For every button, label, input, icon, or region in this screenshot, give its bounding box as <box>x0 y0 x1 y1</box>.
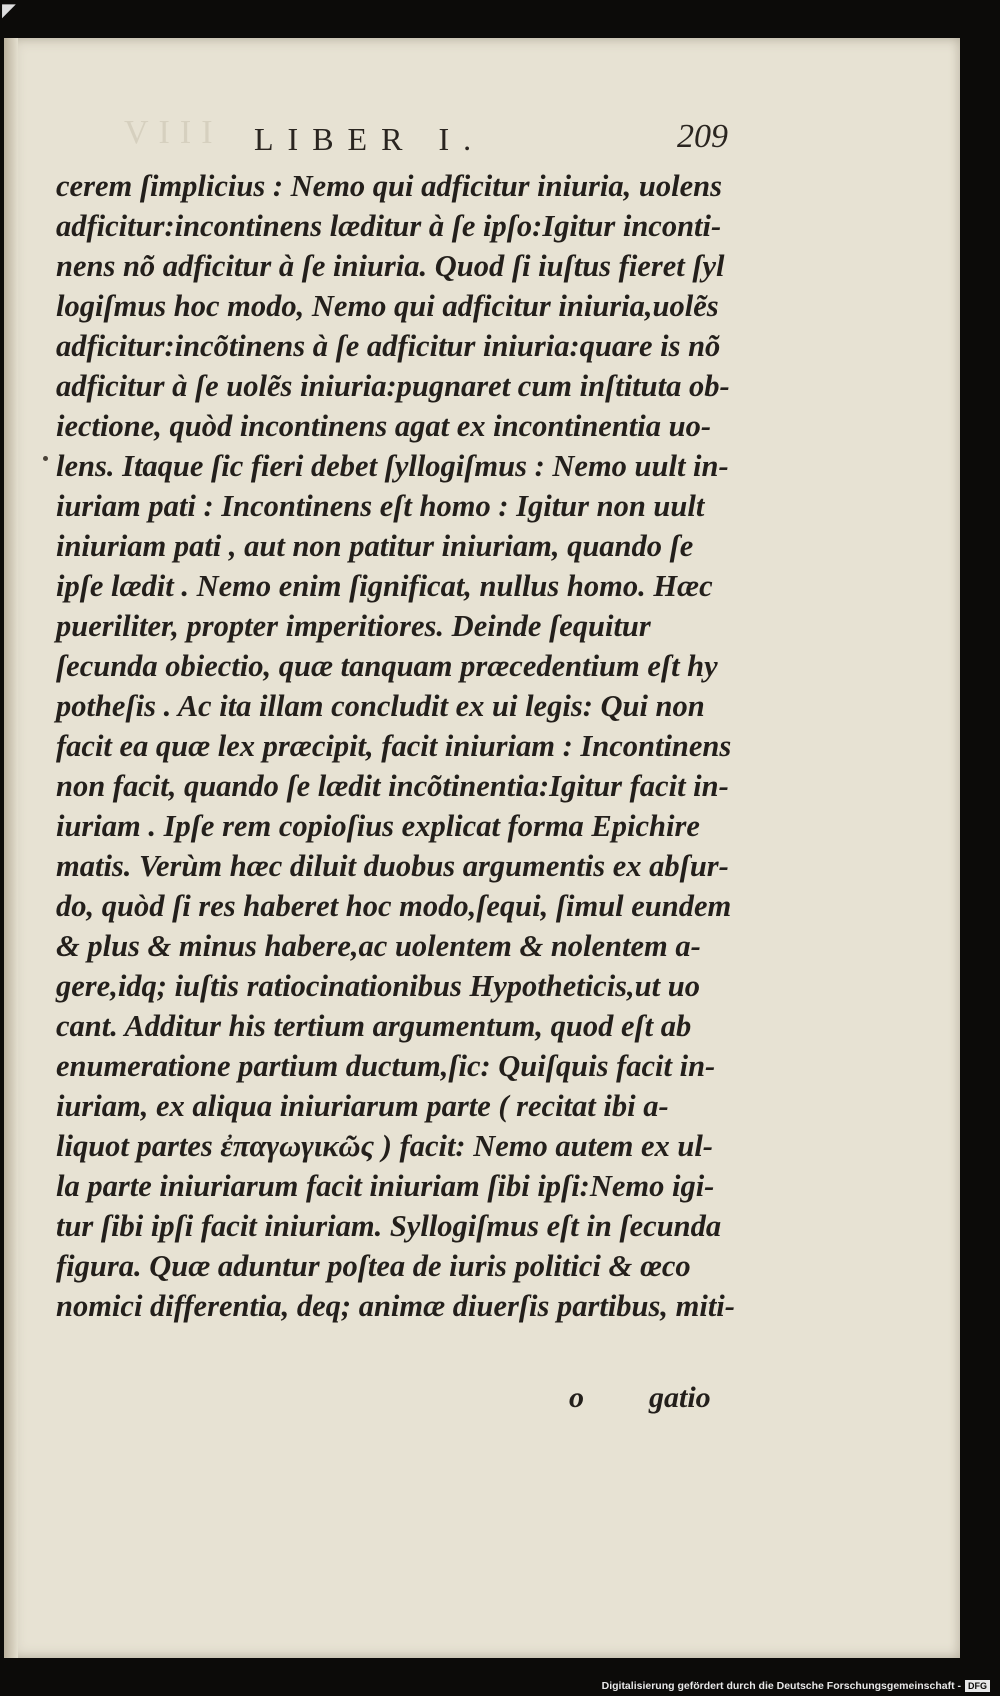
text-line: tur ſibi ipſi facit iniuriam. Syllogiſmus eſt in ſecunda <box>56 1209 722 1243</box>
text-line: liquot partes ἐπαγωγικῶς ) facit: Nemo autem ex ul- <box>56 1129 713 1163</box>
text-line: lens. Itaque ſic fieri debet ſyllogiſmus : Nemo uult in- <box>56 449 729 483</box>
running-head: LIBER I. <box>254 121 486 157</box>
digitization-credit <box>602 1680 990 1692</box>
text-line: iniuriam pati , aut non patitur iniuriam, quando ſe <box>56 529 694 563</box>
text-line: iuriam . Ipſe rem copioſius explicat forma Epichire <box>56 809 700 843</box>
page-number: 209 <box>677 118 728 155</box>
ink-speck <box>43 456 48 461</box>
text-line: adficitur à ſe uolẽs iniuria:pugnaret cum inſtituta ob- <box>56 369 730 403</box>
text-line: ipſe lædit . Nemo enim ſignificat, nullus homo. Hæc <box>56 569 713 603</box>
text-line: iuriam pati : Incontinens eſt homo : Igitur non uult <box>56 489 705 523</box>
page-gutter <box>4 38 18 1658</box>
text-line: figura. Quæ aduntur poſtea de iuris politici & œco <box>56 1249 691 1283</box>
text-line: nens nõ adficitur à ſe iniuria. Quod ſi iuſtus fieret ſyl <box>56 249 725 283</box>
text-line: non facit, quando ſe lædit incõtinentia:Igitur facit in- <box>56 769 729 803</box>
text-line: & plus & minus habere,ac uolentem & nolentem a- <box>56 929 701 963</box>
text-line: enumeratione partium ductum,ſic: Quiſquis facit in- <box>56 1049 716 1083</box>
text-line: matis. Verùm hæc diluit duobus argumentis ex abſur- <box>56 849 729 883</box>
credit-text: Digitalisierung gefördert durch die Deutsche Forschungsgemeinschaft - <box>601 1680 961 1692</box>
text-line: nomici differentia, deq; animæ diuerſis partibus, miti- <box>56 1289 735 1323</box>
text-line: adficitur:incõtinens à ſe adficitur iniuria:quare is nõ <box>56 329 721 363</box>
catchword: gatio <box>649 1381 711 1414</box>
body-text <box>56 166 736 1326</box>
text-line: do, quòd ſi res haberet hoc modo,ſequi, ſimul eundem <box>56 889 732 923</box>
corner-marker-icon: ◤ <box>2 0 16 21</box>
signature-mark: o <box>569 1381 584 1414</box>
text-line: iuriam, ex aliqua iniuriarum parte ( recitat ibi a- <box>56 1089 669 1123</box>
text-line: gere,idq; iuſtis ratiocinationibus Hypotheticis,ut uo <box>56 969 700 1003</box>
book-page <box>4 38 960 1658</box>
text-line: adficitur:incontinens læditur à ſe ipſo:Igitur inconti- <box>56 209 722 243</box>
text-line: cant. Additur his tertium argumentum, quod eſt ab <box>56 1009 692 1043</box>
text-line: logiſmus hoc modo, Nemo qui adficitur iniuria,uolẽs <box>56 289 719 323</box>
text-line: pueriliter, propter imperitiores. Deinde ſequitur <box>56 609 651 643</box>
text-line: facit ea quæ lex præcipit, facit iniuriam : Incontinens <box>56 729 732 763</box>
text-line: cerem ſimplicius : Nemo qui adficitur iniuria, uolens <box>56 169 722 203</box>
text-line: potheſis . Ac ita illam concludit ex ui legis: Qui non <box>56 689 705 723</box>
text-line: ſecunda obiectio, quæ tanquam præcedentium eſt hy <box>56 649 718 683</box>
dfg-logo: DFG <box>965 1680 990 1692</box>
text-line: la parte iniuriarum facit iniuriam ſibi ipſi:Nemo igi- <box>56 1169 715 1203</box>
text-line: iectione, quòd incontinens agat ex incontinentia uo- <box>56 409 711 443</box>
bleed-through-text: VIII <box>124 114 223 151</box>
